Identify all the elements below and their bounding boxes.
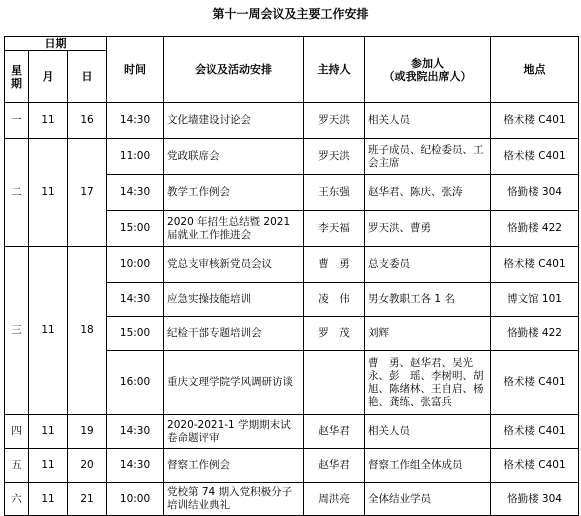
location-cell: 恪勤楼 304 — [491, 483, 579, 516]
weekday-cell: 四 — [5, 415, 29, 449]
attendees-cell: 相关人员 — [365, 103, 491, 139]
month-cell: 11 — [29, 103, 68, 139]
time-cell: 11:00 — [107, 139, 164, 175]
header-attendees — [365, 37, 491, 103]
month-cell: 11 — [29, 247, 68, 415]
header-weekday-top: 星 — [11, 63, 22, 77]
month-cell: 11 — [29, 449, 68, 483]
location-cell: 恪勤楼 304 — [491, 175, 579, 211]
time-cell: 14:30 — [107, 415, 164, 449]
location-cell: 恪勤楼 422 — [491, 211, 579, 247]
time-cell: 16:00 — [107, 351, 164, 415]
time-cell: 15:00 — [107, 317, 164, 351]
attendees-cell: 相关人员 — [365, 415, 491, 449]
table-row — [5, 483, 579, 516]
weekday-cell: 二 — [5, 139, 29, 247]
host-cell: 曹 勇 — [304, 247, 365, 283]
agenda-cell: 2020 年招生总结暨 2021 届就业工作推进会 — [164, 211, 304, 247]
day-cell: 19 — [68, 415, 107, 449]
location-cell: 格术楼 C401 — [491, 415, 579, 449]
month-cell: 11 — [29, 139, 68, 247]
agenda-cell: 应急实操技能培训 — [164, 283, 304, 317]
host-cell: 凌 伟 — [304, 283, 365, 317]
table-row — [5, 415, 579, 449]
time-cell: 14:30 — [107, 449, 164, 483]
location-cell: 格术楼 C401 — [491, 103, 579, 139]
header-agenda: 会议及活动安排 — [164, 37, 304, 103]
page-title: 第十一周会议及主要工作安排 — [212, 7, 369, 21]
header-time: 时间 — [107, 37, 164, 103]
weekday-cell: 五 — [5, 449, 29, 483]
header-host: 主持人 — [304, 37, 365, 103]
month-cell: 11 — [29, 483, 68, 516]
header-location: 地点 — [491, 37, 579, 103]
day-cell: 18 — [68, 247, 107, 415]
header-attendees-line1: 参加人 — [411, 56, 445, 70]
table-row — [5, 247, 579, 283]
day-cell: 20 — [68, 449, 107, 483]
agenda-cell: 重庆文理学院学风调研访谈 — [164, 351, 304, 415]
host-cell: 赵华君 — [304, 449, 365, 483]
table-row — [5, 139, 579, 175]
location-cell: 格术楼 C401 — [491, 351, 579, 415]
agenda-cell: 教学工作例会 — [164, 175, 304, 211]
attendees-cell: 曹 勇、赵华君、吴光永、彭 瑶、李树明、胡 旭、陈绪林、王自启、杨 艳、龚练、张富兵 — [365, 351, 491, 415]
header-attendees-line2: （或我院出席人） — [383, 69, 472, 83]
attendees-cell: 总支委员 — [365, 247, 491, 283]
location-cell: 格术楼 C401 — [491, 139, 579, 175]
agenda-cell: 文化墙建设讨论会 — [164, 103, 304, 139]
host-cell: 李天福 — [304, 211, 365, 247]
header-day: 日 — [68, 51, 107, 103]
host-cell: 王东强 — [304, 175, 365, 211]
weekday-cell: 六 — [5, 483, 29, 516]
host-cell: 罗 茂 — [304, 317, 365, 351]
host-cell: 周洪亮 — [304, 483, 365, 516]
agenda-cell: 党总支审核新党员会议 — [164, 247, 304, 283]
host-cell: 罗天洪 — [304, 103, 365, 139]
time-cell: 14:30 — [107, 175, 164, 211]
table-row — [5, 103, 579, 139]
weekday-cell: 一 — [5, 103, 29, 139]
host-cell: 赵华君 — [304, 415, 365, 449]
location-cell: 恪勤楼 422 — [491, 317, 579, 351]
header-date: 日期 — [5, 37, 107, 51]
host-cell — [304, 351, 365, 415]
time-cell: 15:00 — [107, 211, 164, 247]
location-cell: 格术楼 C401 — [491, 247, 579, 283]
location-cell: 博文馆 101 — [491, 283, 579, 317]
weekday-cell: 三 — [5, 247, 29, 415]
attendees-cell: 全体结业学员 — [365, 483, 491, 516]
header-weekday-bottom: 期 — [11, 76, 22, 90]
time-cell: 14:30 — [107, 283, 164, 317]
location-cell: 格术楼 C401 — [491, 449, 579, 483]
attendees-cell: 男女教职工各 1 名 — [365, 283, 491, 317]
attendees-cell: 罗天洪、曹勇 — [365, 211, 491, 247]
agenda-cell: 2020-2021-1 学期期末试卷命题评审 — [164, 415, 304, 449]
time-cell: 14:30 — [107, 103, 164, 139]
agenda-cell: 党校第 74 期入党积极分子培训结业典礼 — [164, 483, 304, 516]
table-row — [5, 449, 579, 483]
header-weekday — [5, 51, 29, 103]
day-cell: 21 — [68, 483, 107, 516]
time-cell: 10:00 — [107, 483, 164, 516]
agenda-cell: 党政联席会 — [164, 139, 304, 175]
host-cell: 罗天洪 — [304, 139, 365, 175]
attendees-cell: 督察工作组全体成员 — [365, 449, 491, 483]
attendees-cell: 刘辉 — [365, 317, 491, 351]
month-cell: 11 — [29, 415, 68, 449]
day-cell: 16 — [68, 103, 107, 139]
agenda-cell: 纪检干部专题培训会 — [164, 317, 304, 351]
time-cell: 10:00 — [107, 247, 164, 283]
agenda-cell: 督察工作例会 — [164, 449, 304, 483]
day-cell: 17 — [68, 139, 107, 247]
schedule-table — [4, 36, 579, 516]
attendees-cell: 赵华君、陈庆、张涛 — [365, 175, 491, 211]
header-month: 月 — [29, 51, 68, 103]
attendees-cell: 班子成员、纪检委员、工会主席 — [365, 139, 491, 175]
